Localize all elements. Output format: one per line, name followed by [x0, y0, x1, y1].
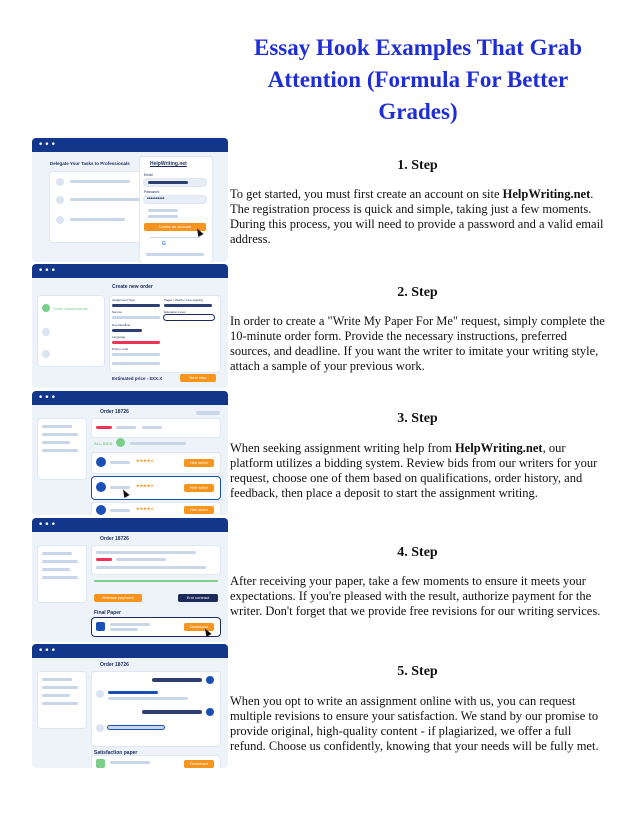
step-2-heading: 2. Step: [397, 285, 438, 300]
final-paper-label: Final Paper: [94, 610, 121, 616]
step-5-heading: 5. Step: [397, 664, 438, 679]
window-titlebar: [32, 518, 228, 532]
google-icon[interactable]: G: [162, 241, 166, 247]
chat-panel: [92, 672, 220, 746]
step-2-text: In order to create a "Write My Paper For Me" request, simply complete the 10-minute order form. Provide the necessary instructions, preferred sources, and deadline. If you want the writer to imitate your writing style, attach a sample of your previous work.: [230, 314, 605, 373]
step-1-text: To get started, you must first create an account on site HelpWriting.net. The registration process is quick and simple, taking just a few moments. During this process, you will need to provide a password and a valid email address.: [230, 187, 604, 246]
bid-row[interactable]: [92, 453, 220, 473]
step-4-text: After receiving your paper, take a few moments to ensure it meets your expectations. If you're pleased with the result, authorize payment for the writer. Don't forget that we provide free revisions for our writing services.: [230, 574, 601, 618]
download-button[interactable]: Download: [184, 760, 214, 768]
signup-form: [140, 157, 212, 262]
download-button[interactable]: Download: [184, 623, 214, 631]
thumb-sidebar: [38, 419, 86, 479]
window-titlebar: [32, 138, 228, 152]
step-1-screenshot: [32, 138, 228, 262]
estimated-price: Estimated price - $XX.X: [112, 376, 163, 381]
thumb-headline: Order 18726: [100, 409, 129, 415]
satisfaction-paper-label: Satisfaction paper: [94, 750, 138, 756]
final-paper-file[interactable]: [92, 618, 220, 636]
step-4-screenshot: [32, 518, 228, 642]
window-dots-icon: •••: [38, 393, 57, 403]
hire-writer-button[interactable]: Hire writer: [184, 506, 214, 514]
next-step-button[interactable]: Next step: [180, 374, 216, 382]
order-summary: [92, 546, 220, 574]
order-summary: [92, 419, 220, 437]
window-titlebar: [32, 391, 228, 405]
brand-link: HelpWriting.net: [502, 187, 591, 201]
step-2-screenshot: [32, 264, 228, 388]
window-titlebar: [32, 264, 228, 278]
step-1-heading: 1. Step: [397, 158, 438, 173]
step-4-heading: 4. Step: [397, 545, 438, 560]
bid-row[interactable]: [92, 503, 220, 515]
password-field[interactable]: ••••••••••: [144, 196, 206, 203]
release-payment-button[interactable]: Release payment: [94, 594, 142, 602]
window-dots-icon: •••: [38, 520, 57, 530]
page-title: Essay Hook Examples That Grab Attention (Formula For Better Grades): [253, 35, 583, 124]
step-5-screenshot: [32, 644, 228, 768]
password-label: Password: [144, 190, 160, 194]
window-titlebar: [32, 644, 228, 658]
thumb-sidebar: [38, 296, 104, 366]
all-bids-label: ALL BIDS: [94, 441, 113, 446]
step-3-text: When seeking assignment writing help from HelpWriting.net, our platform utilizes a bidding system. Review bids from our writers for your request, choose one of them based on qualifications, order history, and feedback, then place a deposit to start the assignment writing.: [230, 441, 598, 500]
rating-stars: ★★★★☆: [136, 506, 154, 511]
step-5-text: When you opt to write an assignment online with us, you can request multiple revisions to ensure your satisfaction. We stand by our promise to provide original, high-quality content - if plagiarized, we offer a full refund. Choose us confidently, knowing that your needs will be fully met.: [230, 694, 599, 753]
email-field[interactable]: [144, 179, 206, 186]
brand-logo: HelpWriting.net: [150, 161, 187, 167]
bid-row-selected[interactable]: [92, 477, 220, 499]
window-dots-icon: •••: [38, 140, 57, 150]
email-label: Email: [144, 173, 153, 177]
create-account-button[interactable]: Create an account: [144, 223, 206, 231]
thumb-headline: Create new order: [112, 284, 153, 290]
hire-writer-button[interactable]: Hire writer: [184, 484, 214, 492]
rating-stars: ★★★★☆: [136, 458, 154, 463]
order-form: Assignment Type Pages / Words / Line spacing Service Education Level Due Deadline Language Promo code: [110, 296, 220, 372]
thumb-headline: Order 18726: [100, 536, 129, 542]
window-dots-icon: •••: [38, 646, 57, 656]
thumb-sidebar: [38, 672, 86, 728]
step-3-screenshot: [32, 391, 228, 515]
window-dots-icon: •••: [38, 266, 57, 276]
education-level-field[interactable]: [164, 315, 214, 320]
cursor-icon: [120, 488, 129, 498]
rating-stars: ★★★★☆: [136, 483, 154, 488]
satisfaction-paper-file[interactable]: [92, 756, 220, 768]
thumb-headline: Order 18726: [100, 662, 129, 668]
sidebar-item-requirements[interactable]: Order requirements: [53, 306, 88, 311]
hire-writer-button[interactable]: Hire writer: [184, 459, 214, 467]
end-contract-button[interactable]: End contract: [178, 594, 218, 602]
step-3-heading: 3. Step: [397, 411, 438, 426]
thumb-sidebar: [38, 546, 86, 602]
thumb-headline: Delegate Your Tasks to Professionals: [50, 161, 130, 166]
brand-link: HelpWriting.net: [454, 441, 543, 455]
